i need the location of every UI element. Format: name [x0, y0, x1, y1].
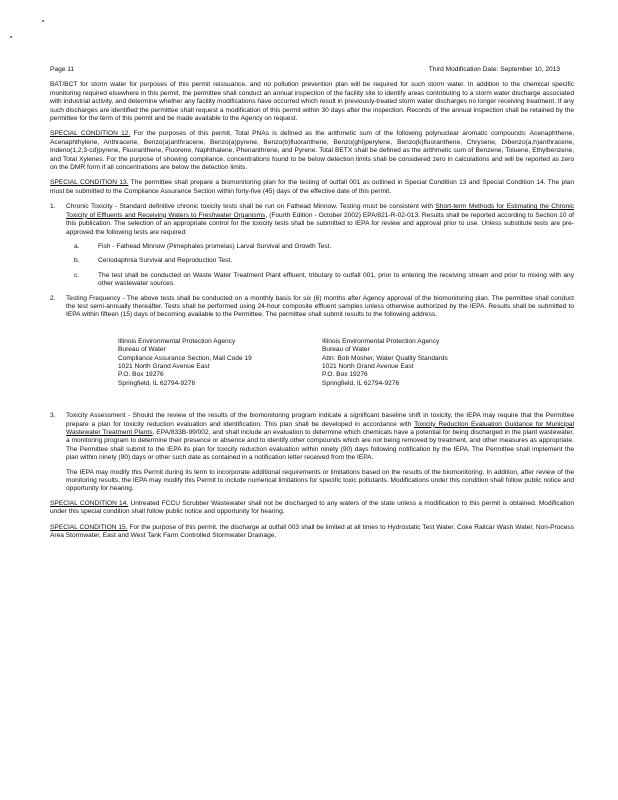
item-number: 3.	[50, 412, 56, 420]
page-number: Page 11	[50, 66, 75, 73]
sub-item-letter: b.	[74, 257, 80, 265]
address-right	[322, 338, 526, 388]
page-header	[50, 66, 574, 74]
list-item	[50, 412, 574, 494]
special-condition-14	[50, 500, 574, 517]
address-line: P.O. Box 19276	[118, 371, 164, 379]
item-1-reference: Short-term Methods for Estimating the Chronic Toxicity of Effluents and Receiving Waters to Freshwater Organisms	[66, 203, 574, 219]
special-condition-12	[50, 130, 574, 172]
item-3-tail: , EPA/833B-99/002, and shall include an evaluation to determine which chemicals have a potential for being discharged in the plant wastewater, a monitoring program to determine their presence or absence and to identify other compounds which are not being removed by treatment, and other measures as appropriate. The Permittee shall submit to the IEPA its plan for toxicity reduction evaluation within ninety (90) days following notification by the IEPA. The Permittee shall implement the plan within ninety (90) days or other such date as contained in a notification letter received from the IEPA.	[66, 429, 575, 462]
address-line: 1021 North Grand Avenue East	[322, 362, 414, 370]
sub-item-a	[66, 243, 574, 251]
address-line: Compliance Assurance Section, Mail Code 19	[118, 354, 252, 362]
address-line: Illinois Environmental Protection Agency	[322, 337, 440, 345]
address-line: Illinois Environmental Protection Agency	[118, 337, 236, 345]
sub-item-text: Fish - Fathead Minnow (Pimephales promelas) Larval Survival and Growth Test.	[98, 242, 332, 250]
sc13-label: SPECIAL CONDITION 13.	[50, 179, 129, 187]
sc14-text: Untreated FCCU Scrubber Wastewater shall not be discharged to any waters of the state unless a modification to this permit is obtained. Modification under this special condition shall follow public notice and opportunity for hearing.	[50, 499, 574, 516]
item-3-paragraph-2: The IEPA may modify this Permit during its term to incorporate additional requirements or limitations based on the results of the biomonitoring. In addition, after review of the monitoring results, the IEPA may modify this Permit to include numerical limitations for specific toxic pollutants. Modifications under this condition shall follow public notice and opportunity for hearing.	[66, 468, 574, 493]
address-block	[118, 338, 574, 388]
sub-item-text: The test shall be conducted on Waste Water Treatment Plant effluent, tributary to outfall 001, prior to entering the receiving stream and prior to mixing with any other wastewater sources.	[98, 271, 574, 288]
address-line: Springfield, IL 62794-9276	[322, 379, 400, 387]
scan-speck	[42, 20, 44, 22]
sub-item-letter: c.	[74, 271, 80, 279]
biomonitoring-list	[50, 203, 574, 494]
address-line: Springfield, IL 62794-9276	[118, 379, 196, 387]
address-line: Bureau of Water	[322, 346, 370, 354]
scan-speck	[10, 36, 12, 38]
item-1-tail: , (Fourth Edition - October 2002) EPA/821-R-02-013. Results shall be reported according to Section 10 of this publication. The selection of an appropriate control for the toxicity tests shall be submitted to IEPA for review and approval prior to use. Unless substitute tests are pre-approved the following tests are required:	[66, 211, 574, 236]
list-item	[50, 203, 574, 288]
sc15-label: SPECIAL CONDITION 15.	[50, 523, 128, 531]
address-line: Attn: Bob Mosher, Water Quality Standards	[322, 354, 448, 362]
item-2-text: Testing Frequency - The above tests shall be conducted on a monthly basis for six (6) months after Agency approval of the biomonitoring plan. The permittee shall conduct the test semi-annually thereafter. Tests shall be performed using 24-hour composite effluent samples unless otherwise authorized by the IEPA. Results shall be submitted to IEPA within fifteen (15) days of becoming available to the Permittee. The permittee shall submit results to the following address.	[66, 294, 574, 319]
address-line: Bureau of Water	[118, 346, 166, 354]
item-number: 1.	[50, 203, 56, 211]
special-condition-15	[50, 524, 574, 541]
modification-date: Third Modification Date: September 10, 2013	[428, 66, 560, 73]
sub-item-text: Ceriodaphnia Survival and Reproduction Test.	[98, 257, 233, 265]
sub-item-b	[66, 257, 574, 265]
item-3-lead: Toxicity Assessment - Should the review of the results of the biomonitoring program indicate a significant baseline shift in toxicity, the IEPA may require that the Permittee prepare a plan for toxicity reduction evaluation and identification. This plan shall be developed in accordance with	[66, 412, 574, 428]
sc14-label: SPECIAL CONDITION 14.	[50, 499, 129, 507]
sub-item-letter: a.	[74, 242, 80, 250]
special-condition-13	[50, 179, 574, 196]
sc13-text: The permittee shall prepare a biomonitoring plan for the testing of outfall 001 as outlined in Special Condition 13 and Special Condition 14. The plan must be submitted to the Compliance Assurance Section within forty-five (45) days of the effective date of this permit.	[50, 179, 574, 195]
item-1-lead: Chronic Toxicity - Standard definitive chronic toxicity tests shall be run on Fathead Minnow. Testing must be consistent with	[66, 203, 436, 211]
list-item	[50, 295, 574, 407]
bat-paragraph: BAT/BCT for storm water for purposes of this permit reissuance, and no pollution prevention plan will be required for such storm water. In addition to the chemical specific monitoring required elsewhere in this permit, the permittee shall conduct an annual inspection of the facility site to identify areas contributing to a storm water discharge associated with industrial activity, and determine whether any facility modifications have occurred which result in previously-treated storm water discharges no longer receiving treatment. If any such discharges are identified the permittee shall request a modification of this permit within 30 days after the inspection. Records of the annual inspection shall be retained by the permittee for the term of this permit and be made available to the Agency on request.	[50, 81, 574, 123]
address-left	[118, 338, 322, 388]
sc12-label: SPECIAL CONDITION 12.	[50, 130, 131, 138]
document-page	[50, 66, 574, 547]
item-3-reference: Toxicity Reduction Evaluation Guidance for Municipal Wastewater Treatment Plants	[66, 420, 574, 436]
address-line: 1021 North Grand Avenue East	[118, 362, 210, 370]
sc12-text: For the purposes of this permit, Total PNAs is defined as the arithmetic sum of the following polynuclear aromatic compounds: Acenaphthene, Acenaphthylene, Anthracene, Benzo(a)anthracene, Benzo(a)pyrene, Benzo(b)fluoranthene, Benzo(ghi)perylene, Benzo(k)fluoranthene, Chrysene, Dibenzo(a,h)anthracene, Indeno(1,2,3-cd)pyrene, Fluoranthene, Fluorene, Naphthalene, Phenanthrene, and Pyrene. Total BETX shall be defined as the arithmetic sum of Benzene, Toluene, Ethylbenzene, and Total Xylenes. For the purpose of showing compliance, concentrations found to be below detection limits shall be considered zero in calculations and will be reported as zero on the DMR form if all concentrations are below the detection limits.	[50, 130, 574, 172]
address-line: P.O. Box 19276	[322, 371, 368, 379]
sc15-text: For the purpose of this permit, the discharge at outfall 003 shall be limited at all times to Hydrostatic Test Water, Coke Railcar Wash Water, Non-Process Area Stormwater, East and West Tank Farm Controlled Stormwater Drainage,	[50, 523, 574, 540]
item-number: 2.	[50, 294, 56, 302]
sub-item-c	[66, 272, 574, 289]
